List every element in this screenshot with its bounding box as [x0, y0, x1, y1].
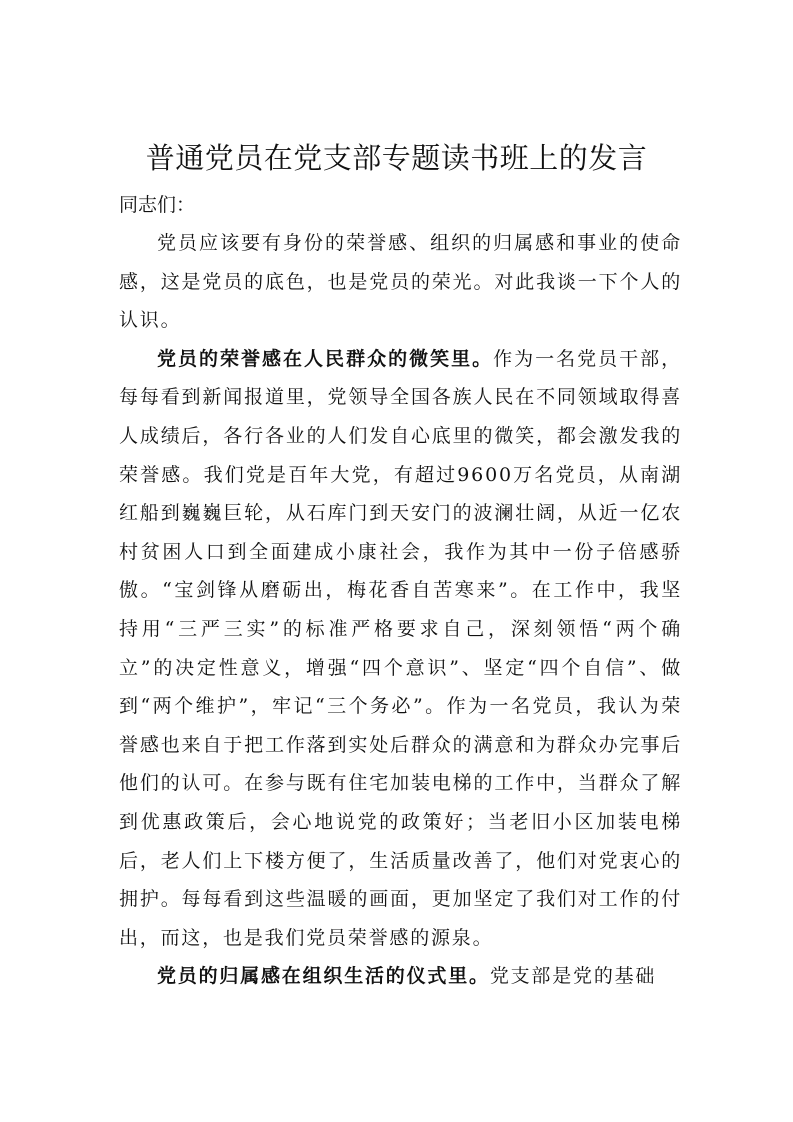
paragraph-belonging [119, 957, 682, 996]
paragraph-lead-heading: 党员的荣誉感在人民群众的微笑里。 [157, 347, 494, 370]
paragraph-lead-heading: 党员的归属感在组织生活的仪式里。 [157, 965, 490, 988]
document-title: 普通党员在党支部专题读书班上的发言 [145, 141, 648, 175]
paragraph-honor [119, 340, 682, 958]
paragraph-intro [119, 224, 682, 340]
paragraph-text: 党支部是党的基础 [489, 965, 657, 988]
paragraph-text: 党员应该要有身份的荣誉感、组织的归属感和事业的使命感，这是党员的底色，也是党员的荣光。对此我谈一下个人的认识。 [119, 232, 682, 332]
document-body [119, 186, 682, 996]
paragraph-text: 作为一名党员干部，每每看到新闻报道里，党领导全国各族人民在不同领域取得喜人成绩后，各行各业的人们发自心底里的微笑，都会激发我的荣誉感。我们党是百年大党，有超过9600万名党员，从南湖红船到巍巍巨轮，从石库门到天安门的波澜壮阔，从近一亿农村贫困人口到全面建成小康社会，我作为其中一份子倍感骄傲。“宝剑锋从磨砺出，梅花香自苦寒来”。在工作中，我坚持用“三严三实”的标准严格要求自己，深刻领悟“两个确立”的决定性意义，增强“四个意识”、坚定“四个自信”、做到“两个维护”，牢记“三个务必”。作为一名党员，我认为荣誉感也来自于把工作落到实处后群众的满意和为群众办完事后他们的认可。在参与既有住宅加装电梯的工作中，当群众了解到优惠政策后，会心地说党的政策好；当老旧小区加装电梯后，老人们上下楼方便了，生活质量改善了，他们对党衷心的拥护。每每看到这些温暖的画面，更加坚定了我们对工作的付出，而这，也是我们党员荣誉感的源泉。 [119, 347, 682, 949]
salutation: 同志们： [119, 194, 196, 216]
